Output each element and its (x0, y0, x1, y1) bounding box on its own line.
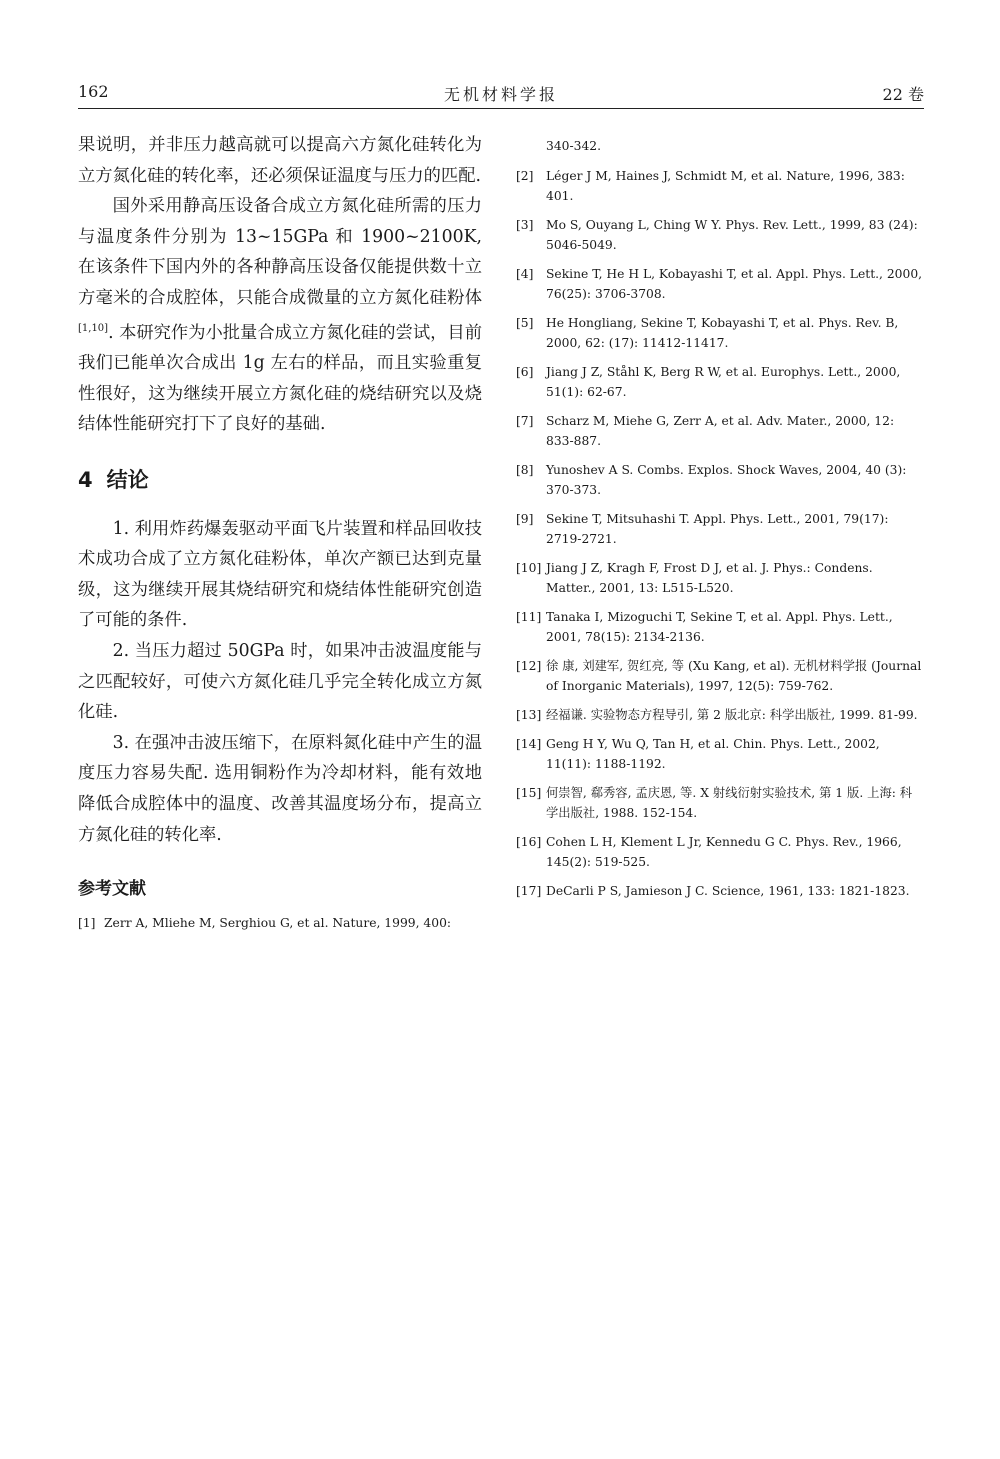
reference-item (516, 558, 924, 598)
section-heading (78, 464, 482, 494)
reference-text: Mo S, Ouyang L, Ching W Y. Phys. Rev. Lett., 1999, 83 (24): 5046-5049. (546, 218, 918, 252)
reference-item (516, 460, 924, 500)
reference-number: [14] (516, 737, 542, 751)
reference-number: [7] (516, 414, 534, 428)
reference-text: Cohen L H, Klement L Jr, Kennedu G C. Phys. Rev., 1966, 145(2): 519-525. (546, 835, 902, 869)
reference-item (516, 509, 924, 549)
volume-label: 22 卷 (882, 85, 924, 104)
reference-number: [10] (516, 561, 542, 575)
reference-text: Zerr A, Mliehe M, Serghiou G, et al. Nature, 1999, 400: (104, 916, 452, 931)
citation: [1,10] (78, 322, 109, 334)
reference-text: He Hongliang, Sekine T, Kobayashi T, et al. Phys. Rev. B, 2000, 62: (17): 11412-11417. (546, 316, 899, 350)
reference-number: [2] (516, 169, 534, 183)
reference-text: Scharz M, Miehe G, Zerr A, et al. Adv. Mater., 2000, 12: 833-887. (546, 414, 895, 448)
reference-number: [13] (516, 708, 542, 722)
reference-number: [8] (516, 463, 534, 477)
conclusion-2: 2. 当压力超过 50GPa 时，如果冲击波温度能与之匹配较好，可使六方氮化硅几乎完全转化成立方氮化硅. (78, 641, 482, 723)
reference-text: Jiang J Z, Ståhl K, Berg R W, et al. Europhys. Lett., 2000, 51(1): 62-67. (546, 365, 901, 399)
reference-text: Geng H Y, Wu Q, Tan H, et al. Chin. Phys. Lett., 2002, 11(11): 1188-1192. (546, 737, 880, 771)
references-heading: 参考文献 (78, 879, 146, 900)
section-title: 结论 (106, 467, 149, 492)
reference-number: [5] (516, 316, 534, 330)
reference-text: 经福谦. 实验物态方程导引, 第 2 版北京: 科学出版社, 1999. 81-99. (546, 708, 918, 722)
reference-number: [9] (516, 512, 534, 526)
conclusion-1: 1. 利用炸药爆轰驱动平面飞片装置和样品回收技术成功合成了立方氮化硅粉体，单次产额已达到克量级，这为继续开展其烧结研究和烧结体性能研究创造了可能的条件. (78, 518, 482, 631)
reference-item (516, 313, 924, 353)
reference-text: Yunoshev A S. Combs. Explos. Shock Waves, 2004, 40 (3): 370-373. (546, 463, 907, 497)
reference-text: Sekine T, He H L, Kobayashi T, et al. Appl. Phys. Lett., 2000, 76(25): 3706-3708. (546, 267, 923, 301)
running-header (78, 82, 924, 109)
reference-number: [1] (78, 916, 96, 931)
reference-number: [16] (516, 835, 542, 849)
reference-item (516, 832, 924, 872)
reference-number: [17] (516, 884, 542, 898)
reference-text: Jiang J Z, Kragh F, Frost D J, et al. J. Phys.: Condens. Matter., 2001, 13: L515-L520. (546, 561, 873, 595)
reference-text: Sekine T, Mitsuhashi T. Appl. Phys. Lett., 2001, 79(17): 2719-2721. (546, 512, 889, 546)
left-column (78, 130, 482, 942)
reference-number: [15] (516, 786, 542, 800)
reference-item (516, 264, 924, 304)
reference-item (516, 411, 924, 451)
paragraph-comparison-text-b: . 本研究作为小批量合成立方氮化硅的尝试，目前我们已能单次合成出 1g 左右的样品，而且实验重复性很好，这为继续开展立方氮化硅的烧结研究以及烧结体性能研究打下了良好的基础. (78, 322, 482, 435)
reference-number: [4] (516, 267, 534, 281)
page-number: 162 (78, 82, 109, 101)
reference-number: [11] (516, 610, 542, 624)
journal-title: 无机材料学报 (443, 85, 558, 104)
reference-text: Tanaka I, Mizoguchi T, Sekine T, et al. Appl. Phys. Lett., 2001, 78(15): 2134-2136. (546, 610, 893, 644)
reference-text: 徐 康, 刘建军, 贺红亮, 等 (Xu Kang, et al). 无机材料学报 (Journal of Inorganic Materials), 1997, 12(5): 759-762. (546, 659, 922, 693)
reference-continuation (516, 136, 924, 156)
reference-item (516, 656, 924, 696)
paragraph-comparison (78, 191, 482, 440)
conclusion-3: 3. 在强冲击波压缩下，在原料氮化硅中产生的温度压力容易失配. 选用铜粉作为冷却材料，能有效地降低合成腔体中的温度、改善其温度场分布，提高立方氮化硅的转化率. (78, 732, 482, 845)
right-column (516, 136, 924, 910)
reference-item (516, 734, 924, 774)
reference-item (516, 881, 924, 901)
reference-text: 340-342. (546, 139, 602, 153)
reference-number: [6] (516, 365, 534, 379)
reference-item (516, 607, 924, 647)
reference-text: 何崇智, 郗秀容, 孟庆恩, 等. X 射线衍射实验技术, 第 1 版. 上海: 科学出版社, 1988. 152-154. (546, 786, 913, 820)
reference-item (516, 783, 924, 823)
reference-item (516, 215, 924, 255)
reference-item (516, 705, 924, 725)
reference-item (78, 913, 482, 933)
paragraph-result: 果说明，并非压力越高就可以提高六方氮化硅转化为立方氮化硅的转化率，还必须保证温度与压力的匹配. (78, 135, 482, 186)
reference-number: [12] (516, 659, 542, 673)
reference-text: Léger J M, Haines J, Schmidt M, et al. Nature, 1996, 383: 401. (546, 169, 905, 203)
reference-item (516, 166, 924, 206)
paragraph-comparison-text-a: 国外采用静高压设备合成立方氮化硅所需的压力与温度条件分别为 13~15GPa 和 1900~2100K, 在该条件下国内外的各种静高压设备仅能提供数十立方毫米的合成腔体，只能合成微量的立方氮化硅粉体 (78, 196, 482, 308)
reference-text: DeCarli P S, Jamieson J C. Science, 1961, 133: 1821-1823. (546, 884, 910, 898)
section-number: 4 (78, 467, 93, 492)
reference-number: [3] (516, 218, 534, 232)
reference-item (516, 362, 924, 402)
